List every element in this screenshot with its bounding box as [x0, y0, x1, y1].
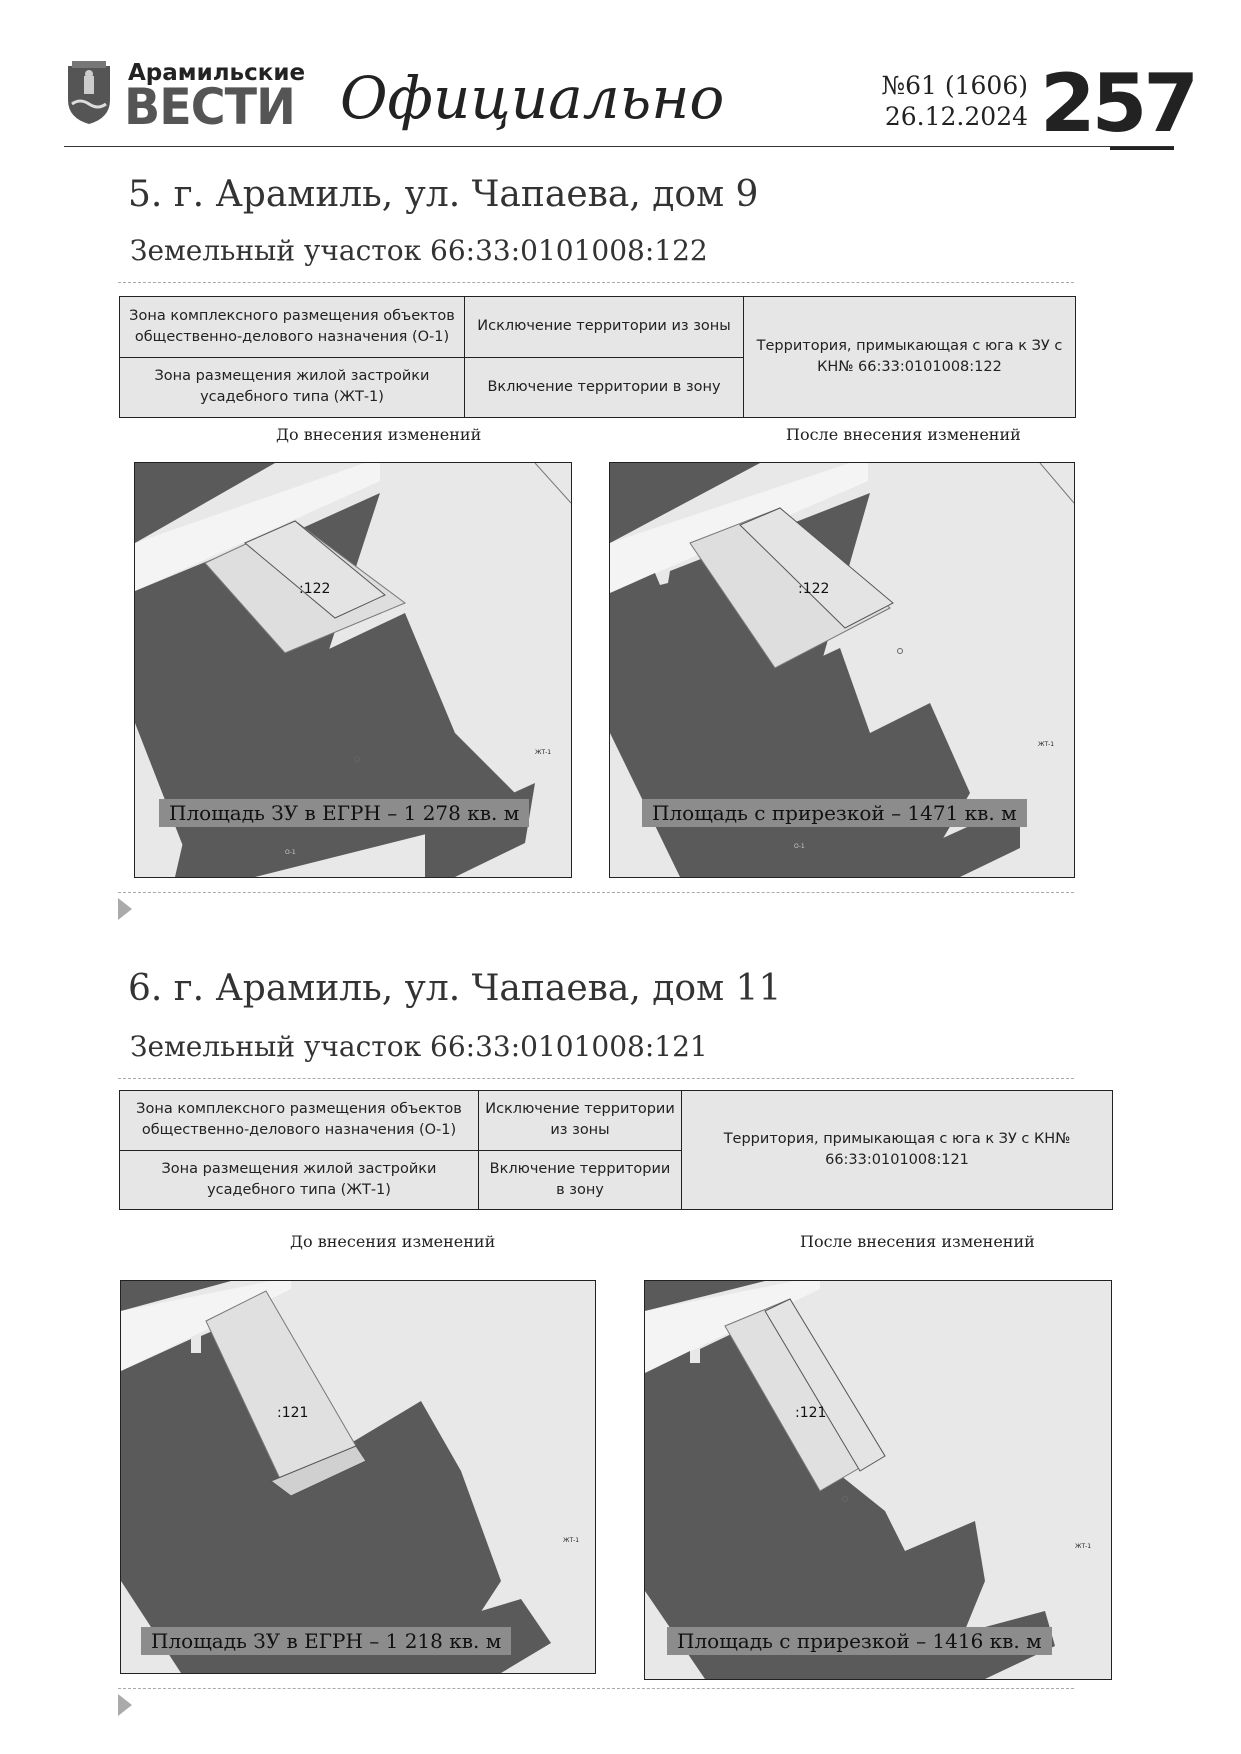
- section-5-caption-before: До внесения изменений: [276, 425, 482, 444]
- zone-o1-cell: Зона комплексного размещения объектов общественно-делового назначения (О-1): [120, 297, 465, 358]
- coat-of-arms-icon: [66, 60, 112, 126]
- logo-top-text: Арамильские: [128, 60, 306, 86]
- zone-zht1-cell: Зона размещения жилой застройки усадебного типа (ЖТ-1): [120, 357, 465, 418]
- zone-small-mark: О-1: [285, 849, 296, 856]
- zone-mark-label: ЖТ-1: [563, 1537, 580, 1544]
- cadastral-map-graphic: [645, 1281, 1111, 1679]
- zone-zht1-cell: Зона размещения жилой застройки усадебного типа (ЖТ-1): [120, 1150, 479, 1210]
- zone-small-mark: О-1: [794, 843, 805, 850]
- issue-date: 26.12.2024: [884, 102, 1028, 131]
- section-5-title: 5. г. Арамиль, ул. Чапаева, дом 9: [128, 174, 759, 215]
- continue-arrow-icon: [118, 1694, 132, 1716]
- issue-info: [878, 70, 1028, 132]
- section-5-map-before: [134, 462, 572, 878]
- exclusion-cell: Исключение территории из зоны: [465, 297, 744, 358]
- section-5-bottom-rule: [118, 892, 1074, 893]
- zone-mark-label: ЖТ-1: [535, 749, 552, 756]
- zone-mark-label: ЖТ-1: [1075, 1543, 1092, 1550]
- section-6-map-after: [644, 1280, 1112, 1680]
- cadastral-map-graphic: [121, 1281, 595, 1673]
- section-5-caption-after: После внесения изменений: [786, 425, 1021, 444]
- continue-arrow-icon: [118, 898, 132, 920]
- territory-cell: Территория, примыкающая с юга к ЗУ с КН№ 66:33:0101008:122: [744, 297, 1076, 418]
- area-label: Площадь ЗУ в ЕГРН – 1 218 кв. м: [141, 1627, 511, 1655]
- page-number: 257: [1040, 57, 1195, 150]
- header-divider: [64, 146, 1174, 147]
- section-5-map-after: [609, 462, 1075, 878]
- section-6-caption-after: После внесения изменений: [800, 1232, 1035, 1251]
- section-6-map-before: [120, 1280, 596, 1674]
- section-6-title: 6. г. Арамиль, ул. Чапаева, дом 11: [128, 968, 782, 1009]
- territory-cell: Территория, примыкающая с юга к ЗУ с КН№ 66:33:0101008:121: [682, 1091, 1113, 1210]
- section-6-dashed-rule: [118, 1078, 1074, 1079]
- inclusion-cell: Включение территории в зону: [465, 357, 744, 418]
- section-6-subtitle: Земельный участок 66:33:0101008:121: [130, 1030, 708, 1063]
- section-5-dashed-rule: [118, 282, 1074, 283]
- inclusion-cell: Включение территории в зону: [479, 1150, 682, 1210]
- issue-number: №61 (1606): [881, 71, 1028, 100]
- logo-main-text: ВЕСТИ: [124, 78, 295, 136]
- zone-mark-label: ЖТ-1: [1038, 741, 1055, 748]
- area-label: Площадь с прирезкой – 1416 кв. м: [667, 1627, 1052, 1655]
- section-5-subtitle: Земельный участок 66:33:0101008:122: [130, 234, 708, 267]
- zone-o1-cell: Зона комплексного размещения объектов общественно-делового назначения (О-1): [120, 1091, 479, 1151]
- header-divider-accent: [1110, 147, 1174, 150]
- parcel-number-label: :122: [798, 581, 830, 597]
- parcel-number-label: :122: [299, 581, 331, 597]
- area-label: Площадь ЗУ в ЕГРН – 1 278 кв. м: [159, 799, 529, 827]
- exclusion-cell: Исключение территории из зоны: [479, 1091, 682, 1151]
- section-6-zone-table: [119, 1090, 1113, 1210]
- area-label: Площадь с прирезкой – 1471 кв. м: [642, 799, 1027, 827]
- section-5-zone-table: [119, 296, 1076, 418]
- parcel-number-label: :121: [277, 1405, 309, 1421]
- section-6-bottom-rule: [118, 1688, 1074, 1689]
- parcel-number-label: :121: [795, 1405, 827, 1421]
- section-title: Официально: [340, 64, 725, 132]
- section-6-caption-before: До внесения изменений: [290, 1232, 496, 1251]
